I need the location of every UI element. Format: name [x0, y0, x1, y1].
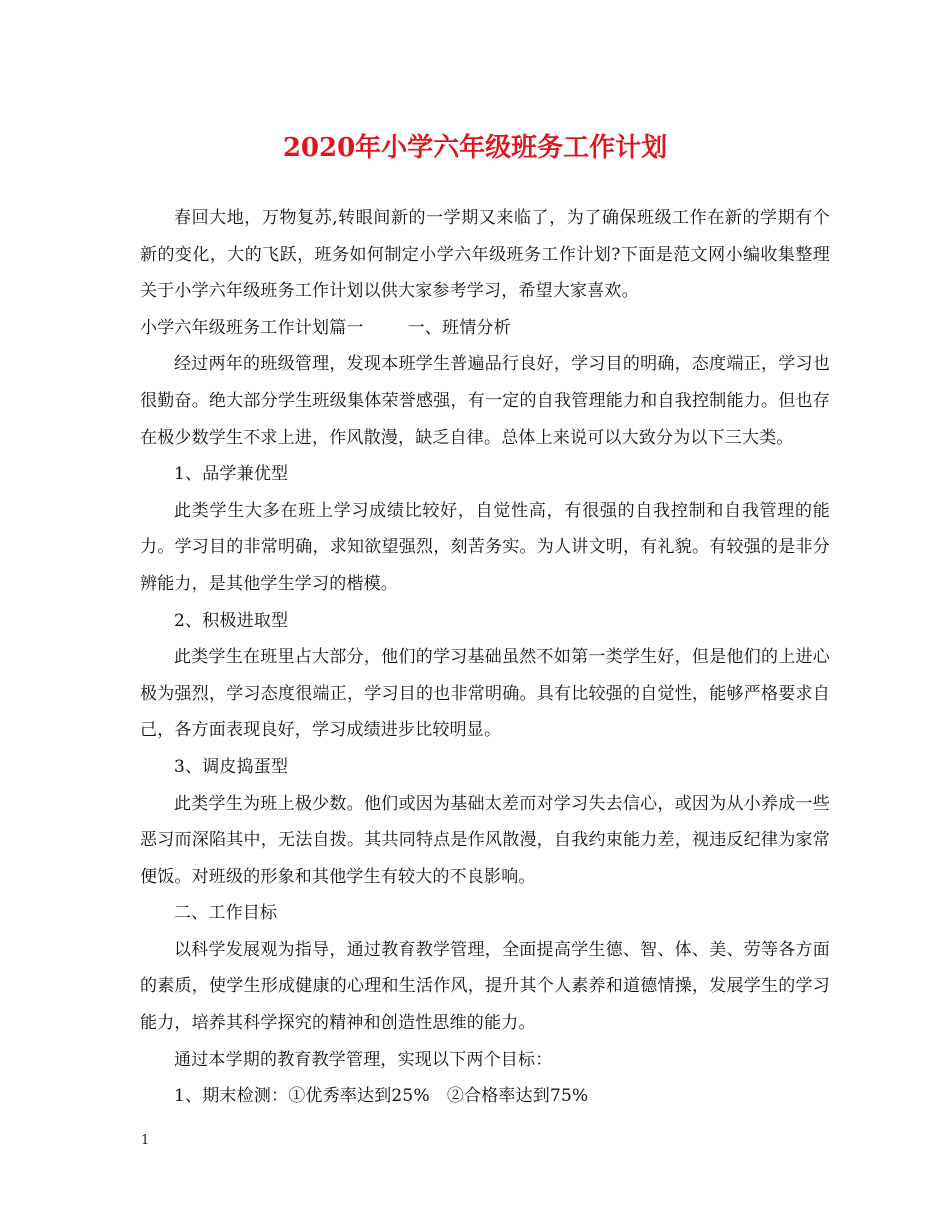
goal1-excellent-rate: ①优秀率达到25%: [288, 1086, 430, 1107]
type3-heading: 3、调皮捣蛋型: [174, 756, 289, 777]
goal1-label: 1、期末检测：: [174, 1086, 289, 1107]
analysis-paragraph: 经过两年的班级管理，发现本班学生普遍品行良好，学习目的明确，态度端正，学习也很勤奋。绝大部分学生班级集体荣誉感强，有一定的自我管理能力和自我控制能力。但也存在极少数学生不求上进，作风散漫，缺乏自律。总体上来说可以大致分为以下三大类。: [140, 354, 830, 448]
goal1-pass-rate: ②合格率达到75%: [446, 1086, 589, 1107]
section1-heading: 一、班情分析: [407, 317, 511, 338]
type1-heading: 1、品学兼优型: [174, 464, 289, 485]
document-title: 2020年小学六年级班务工作计划: [282, 133, 668, 163]
goal-paragraph: 以科学发展观为指导，通过教育教学管理，全面提高学生德、智、体、美、劳等各方面的素质，使学生形成健康的心理和生活作风，提升其个人素养和道德情操，发展学生的学习能力，培养其科学探究的精神和创造性思维的能力。: [140, 939, 830, 1034]
type3-paragraph: 此类学生为班上极少数。他们或因为基础太差而对学习失去信心，或因为从小养成一些恶习而深陷其中，无法自拨。其共同特点是作风散漫，自我约束能力差，视违反纪律为家常便饭。对班级的形象和其他学生有较大的不良影响。: [140, 793, 830, 887]
plan-heading: 小学六年级班务工作计划篇一: [140, 317, 364, 338]
type2-heading: 2、积极进取型: [174, 610, 289, 631]
type2-paragraph: 此类学生在班里占大部分，他们的学习基础虽然不如第一类学生好，但是他们的上进心极为强烈，学习态度很端正，学习目的也非常明确。具有比较强的自觉性，能够严格要求自己，各方面表现良好，学习成绩进步比较明显。: [140, 647, 830, 741]
section2-heading: 二、工作目标: [174, 903, 278, 924]
type1-paragraph: 此类学生大多在班上学习成绩比较好，自觉性高，有很强的自我控制和自我管理的能力。学习目的非常明确，求知欲望强烈，刻苦务实。为人讲文明，有礼貌。有较强的是非分辨能力，是其他学生学习的楷模。: [140, 500, 830, 594]
intro-paragraph: 春回大地，万物复苏,转眼间新的一学期又来临了，为了确保班级工作在新的学期有个新的变化，大的飞跃，班务如何制定小学六年级班务工作计划?下面是范文网小编收集整理关于小学六年级班务工作计划以供大家参考学习，希望大家喜欢。: [140, 208, 830, 302]
document-body: [140, 200, 830, 1115]
goal-intro: 通过本学期的教育教学管理，实现以下两个目标：: [174, 1049, 553, 1070]
page-number: 1: [141, 1133, 150, 1148]
plan-heading-line: [140, 310, 830, 347]
goal1-line: [140, 1078, 830, 1115]
